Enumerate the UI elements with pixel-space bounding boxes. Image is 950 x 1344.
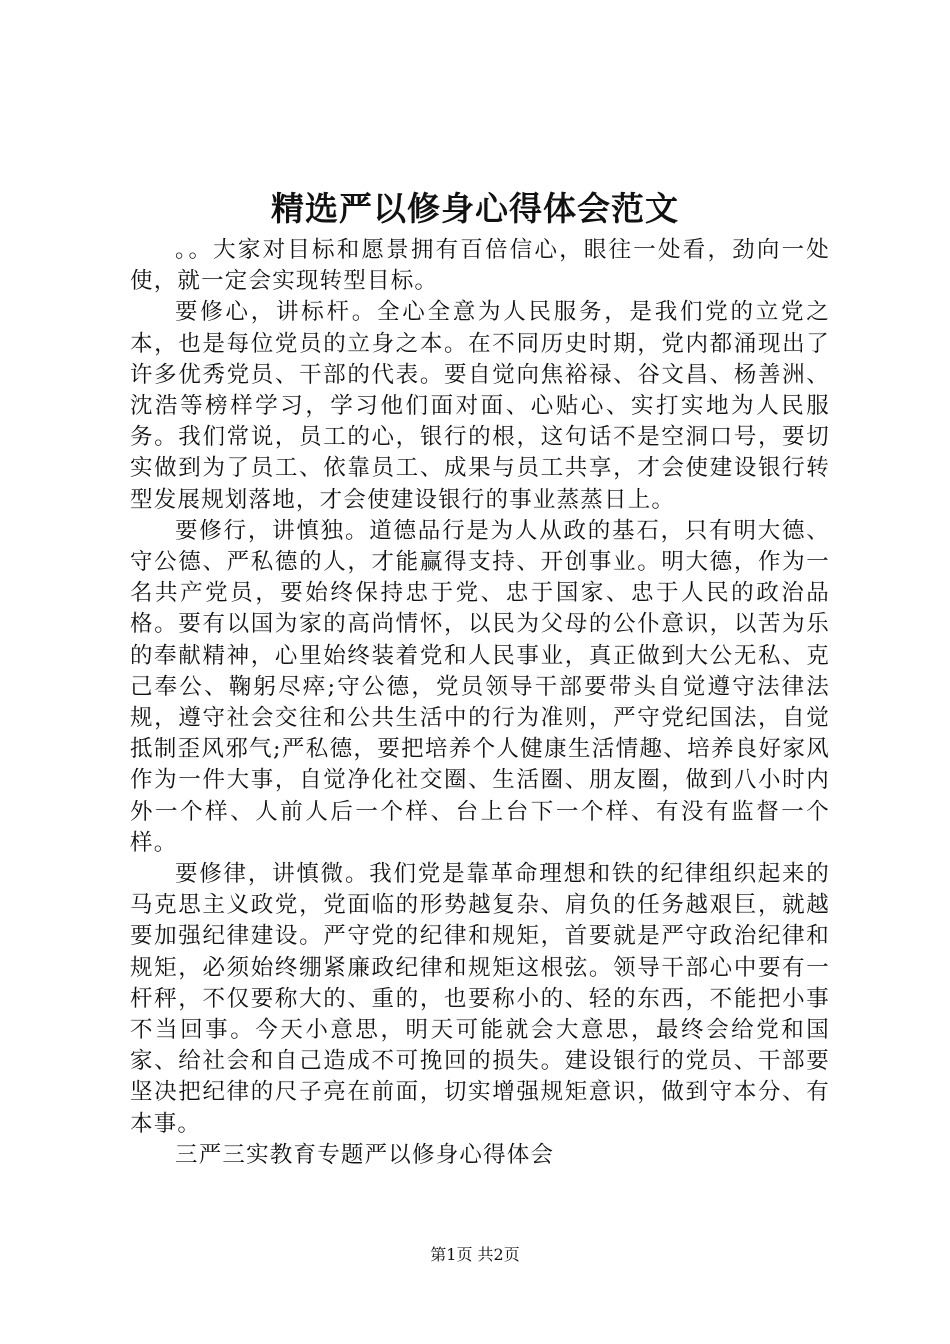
page-footer: 第1页 共2页 — [430, 1245, 520, 1264]
document-title: 精选严以修身心得体会范文 — [271, 189, 679, 228]
paragraph-xiuxing: 要修行，讲慎独。道德品行是为人从政的基石，只有明大德、守公德、严私德的人，才能赢得支持、开创事业。明大德，作为一名共产党员，要始终保持忠于党、忠于国家、忠于人民的政治品格。要有以国为家的高尚情怀，以民为父母的公仆意识，以苦为乐的奉献精神，心里始终装着党和人民事业，真正做到大公无私、克己奉公、鞠躬尽瘁;守公德，党员领导干部要带头自觉遵守法律法规，遵守社会交往和公共生活中的行为准则，严守党纪国法，自觉抵制歪风邪气;严私德，要把培养个人健康生活情趣、培养良好家风作为一件大事，自觉净化社交圈、生活圈、朋友圈，做到八小时内外一个样、人前人后一个样、台上台下一个样、有没有监督一个样。 — [130, 517, 830, 856]
paragraph-subheading: 三严三实教育专题严以修身心得体会 — [175, 1141, 555, 1168]
document-body — [130, 235, 830, 1171]
paragraph-xiuxin: 要修心，讲标杆。全心全意为人民服务，是我们党的立党之本，也是每位党员的立身之本。在不同历史时期，党内都涌现出了许多优秀党员、干部的代表。要自觉向焦裕禄、谷文昌、杨善洲、沈浩等榜样学习，学习他们面对面、心贴心、实打实地为人民服务。我们常说，员工的心，银行的根，这句话不是空洞口号，要切实做到为了员工、依靠员工、成果与员工共享，才会使建设银行转型发展规划落地，才会使建设银行的事业蒸蒸日上。 — [130, 299, 830, 513]
paragraph-xiulv: 要修律，讲慎微。我们党是靠革命理想和铁的纪律组织起来的马克思主义政党，党面临的形势越复杂、肩负的任务越艰巨，就越要加强纪律建设。严守党的纪律和规矩，首要就是严守政治纪律和规矩，必须始终绷紧廉政纪律和规矩这根弦。领导干部心中要有一杆秤，不仅要称大的、重的，也要称小的、轻的东西，不能把小事不当回事。今天小意思，明天可能就会大意思，最终会给党和国家、给社会和自己造成不可挽回的损失。建设银行的党员、干部要坚决把纪律的尺子亮在前面，切实增强规矩意识，做到守本分、有本事。 — [130, 861, 830, 1137]
paragraph-intro: 。。大家对目标和愿景拥有百倍信心，眼往一处看，劲向一处使，就一定会实现转型目标。 — [130, 237, 830, 295]
